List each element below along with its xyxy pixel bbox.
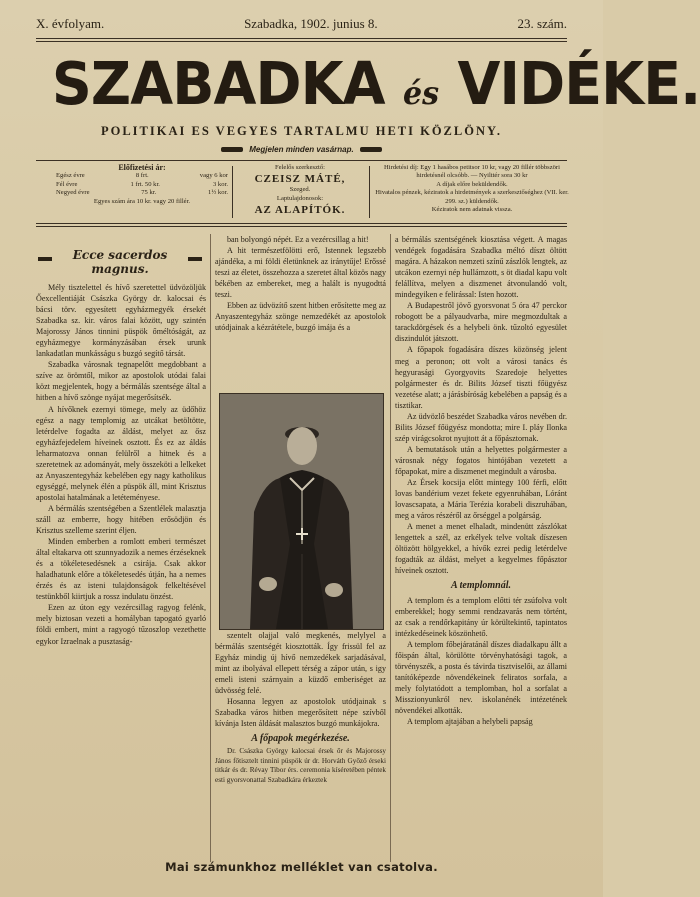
paragraph: Mély tisztelettel és hívő szeretettel üdvözöljük Őexcellentiáját Császka György dr. kalocsai és bácsi törv. egyesített egyházmegyék érsekét Szabadka sz. kir. város falai között, ugy szintén Majorossy János tinnini püspök őméltóságát, az egyházmegye kormányzásában érsek urunk lankadatlan munkásságu s buzgó segítő társát. — [36, 283, 206, 359]
title-ornament-left-icon — [38, 257, 52, 261]
ornament-left-icon — [221, 147, 243, 152]
paragraph: Ezen az úton egy vezércsillag ragyog felénk, mely biztosan vezeti a homályban tapogató gyarló földi embert, mint a ragyogó tűzoszlop vezethette egykor Izraelnak a pusztaság- — [36, 603, 206, 646]
paragraph: A hit természetfölötti erő, Istennek legszebb ajándéka, a mi földi életünknek az iránytűje! Erőssé teszi az életet, összehozza a szeretet által közös nagy békében az embereket, meg a halált is nyugodttá teszi. — [215, 246, 387, 300]
volume-label: X. évfolyam. — [36, 16, 105, 31]
paragraph: A menet a menet elhaladt, mindenütt zászlókat lengettek a szél, az erkélyek telve voltak díszesen öltözött hölgyekkel, a hívők ezrei pedig letérdelve fogadták az áldást, melyet a kegyelmes főpásztor híveinek osztott. — [395, 522, 567, 576]
article-title-box — [38, 240, 202, 278]
publication-schedule — [36, 145, 567, 154]
issue-date: Szabadka, 1902. junius 8. — [244, 16, 378, 31]
paragraph: Az Érsek kocsija előtt mintegy 100 férfi, előtt lovas bandérium vezet fekete egyenruhában, Lóránt lovascsapata, a Mária Terézia korabeli diszruhában, meg a város részéről az őrséggel a polgárság. — [395, 478, 567, 521]
price-row: Fél évre 1 frt. 50 kr. 3 kor. — [56, 180, 228, 188]
single-copy-price: Egyes szám ára 10 kr. vagy 20 fillér. — [93, 197, 191, 205]
notice-line: A díjak előre beküldendők. — [436, 180, 508, 188]
paragraph: Ebben az üdvözítő szent hitben erősítette meg az Anyaszentegyház szönge nemzedékét az apostolok utódjainak a kézrátétele, buzgó imája és a — [215, 301, 386, 333]
price-row: Negyed évre 75 kr. 1½ kor. — [56, 189, 228, 197]
masthead-right: VIDÉKE. — [457, 49, 700, 118]
notice-line: Kéziratok nem adatnak vissza. — [431, 206, 513, 214]
paragraph: Dr. Császka György kalocsai érsek őr és Majorossy János főtisztelt tinnini püspök úr dr. Horváth Győző érseki titkár és dr. Révay Tibor érs. ceremonia kíséretében péntek esti gyorsvonattal Szabadkára érkeztek — [215, 747, 386, 784]
subtitle: POLITIKAI ES VEGYES TARTALMU HETI KÖZLÖNY. — [100, 124, 502, 138]
ornament-right-icon — [360, 147, 382, 152]
column-separator — [390, 234, 391, 862]
owner-name: AZ ALAPÍTÓK. — [254, 204, 346, 217]
section-heading: A főpapok megérkezése. — [251, 733, 350, 745]
owner-role: Laptulajdonosok: — [276, 194, 324, 202]
paragraph: A bérmálás szentségében a Szentlélek malasztja száll az emberre, hogy hitében erősödjön és Krisztus szelleme szerint éljen. — [36, 503, 206, 536]
editor-town: Szeged. — [289, 186, 311, 194]
dateline — [36, 16, 567, 36]
price-row: Egész évre 8 frt. vagy 6 kor — [56, 172, 228, 180]
paragraph: A hívőknek ezernyi tömege, mely az üdőhöz egész a nagy templomig az utcákat betöltötte, letérdelve fogadta az áldást, melyet az ősz egyházfejedelem híveinek osztott. És ez az áldás leharmatozva onnan felülről a hitnek és a szeretetnek az adományát, mely összeköti a lelkeket az Anyaszentegyház kebelében egy nagy katholikus egységgé, melynek élén a püspök áll, mint Krisztus apostolai hatalmának a letéteményese. — [36, 404, 206, 502]
paragraph: A Budapestről jövő gyorsvonat 5 óra 47 perckor robogott be a pályaudvarba, mire megmozdultak a tarackdörgések és a helybeli önk. tűzoltó egyesület diszindulót játszott. — [395, 301, 567, 344]
masthead-middle: és — [403, 74, 440, 112]
info-rule-bottom-2 — [36, 226, 567, 227]
paragraph: A bemutatások után a helyettes polgármester a városnak négy fogatos hintójában vezetett a főpapokat, mire a diszmenet megindult a városba. — [395, 444, 567, 476]
top-rule-2 — [36, 41, 567, 42]
subscription-title: Előfizetési ár: — [118, 163, 166, 172]
editor-role: Felelős szerkesztő: — [275, 164, 325, 171]
portrait-illustration — [220, 394, 383, 629]
notice-line: Hirdetési díj: Egy 1 hasábos petitsor 10 kr, vagy 20 fillér többszöri hirdetésnél olcsóbb. — Nyilttér sora 30 kr — [384, 164, 560, 180]
top-rule — [36, 38, 567, 39]
paragraph: szentelt olajjal való megkenés, melylyel a bérmálás szentségét kiosztották. Így frissül fel az Egyház mindig új hívő nemzedékek sarjadásával, mint az ibolyával ellepett térség a zápor után, s igy emeli isteni szárnyain a küzdő emberiséget az üdvösség felé. — [215, 631, 386, 696]
title-ornament-right-icon — [188, 257, 202, 261]
info-separator — [232, 166, 233, 218]
paragraph: A templom főbejáratánál díszes diadalkapu állt a főispán által, körülötte törvényhatósági tagok, a törvényszék, a posta és távirda tisztviselői, az állami tanítóképezde növendékeinek feliratos sorfala, a mely folytatódott a templomban, hol a sorfalat a Misszionyunkról nev. iskolanénék intézetének növendékei alkották. — [395, 639, 567, 715]
subscription-box — [56, 164, 228, 220]
paragraph: Szabadka városnak tegnapelőtt megdobbant a szíve az örömtől, mikor az apostolok utódai falai közt megjelentek, hogy a bérmálás szentsége által a hitben a hívő szönge nyájat megerősítsék. — [36, 360, 206, 403]
editor-box — [236, 164, 364, 220]
paragraph: A templom és a templom előtti tér zsúfolva volt emberekkel; hogy semmi rendzavarás nem történt, az csak a rendőrkapitány úr körültekintő, tapintatos intézkedéseinek köszönhető. — [395, 595, 567, 638]
paragraph: Minden emberben a romlott emberi természet által eltakarva ott szunnyadozik a nemes érzéseknek és a tökéletesedésnek a csirája. Csak akkor haladhatunk előre a tökéletesedés útján, ha a nemes érzés és az isteni tulajdonságok felkeltésével testünkből kiirtjuk a rossz indulatu önzést. — [36, 537, 206, 602]
notice-line: Hivatalos pénzek, kéziratok a hirdetmények a szerkesztőséghez (VII. ker. 299. sz.) küldendők. — [375, 189, 569, 205]
masthead-title — [51, 46, 700, 122]
column-3 — [395, 234, 567, 860]
article-title: Ecce sacerdos magnus. — [72, 248, 168, 276]
paragraph: Az üdvözlő beszédet Szabadka város nevében dr. Bilits József főügyész mondotta; mire I. pláy Ilonka szép virágcsokrot nyujtott át a főpásztornak. — [395, 411, 567, 443]
paragraph: A templom ajtajában a helybeli papság — [407, 717, 533, 727]
paragraph: Hosanna legyen az apostolok utódjainak s Szabadka város hitben megerősített népe szívből kívánja Isten áldását malasztos buzgó munkájokra. — [215, 697, 386, 729]
info-separator — [369, 166, 370, 218]
section-heading: A templomnál. — [450, 580, 511, 592]
column-2-top — [215, 234, 386, 390]
column-separator — [210, 234, 211, 862]
column-2-bottom — [215, 630, 386, 860]
paragraph: A főpapok fogadására díszes közönség jelent meg a peronon; ott volt a városi tanács és hegyurasági Gyorgyovits Szaredoje helyettes polgármester és dr. Bilits József tiszti főügyész vezetése alatt; a járásbíróság kebelében a papság és a tisztikar. — [395, 345, 567, 410]
schedule-text: Megjelen minden vasárnap. — [249, 145, 354, 154]
info-rule-bottom — [36, 223, 567, 224]
paragraph: a bérmálás szentségének kiosztása végett. A magas vendégek fogadására Szabadka méltó díszt öltött magára. A házakon nemzeti színű zászlók lengtek, az utcákon ezernyi nép hullámzott, s öt diadal kapu volt felállítva, melyen a diszmenet átvonulandó volt, mindegyiken e felirással: Isten hozott. — [395, 235, 567, 300]
bishop-portrait-photo — [219, 393, 384, 630]
masthead-left: SZABADKA — [51, 49, 385, 118]
notices-box — [374, 164, 570, 220]
paragraph: ban bolyongó népét. Ez a vezércsillag a hit! — [227, 235, 369, 244]
editor-name: CZEISZ MÁTÉ, — [254, 173, 346, 186]
supplement-notice: Mai számunkhoz melléklet van csatolva. — [165, 860, 438, 874]
column-1 — [36, 282, 206, 860]
info-rule-top — [36, 160, 567, 161]
issue-number: 23. szám. — [517, 16, 567, 31]
